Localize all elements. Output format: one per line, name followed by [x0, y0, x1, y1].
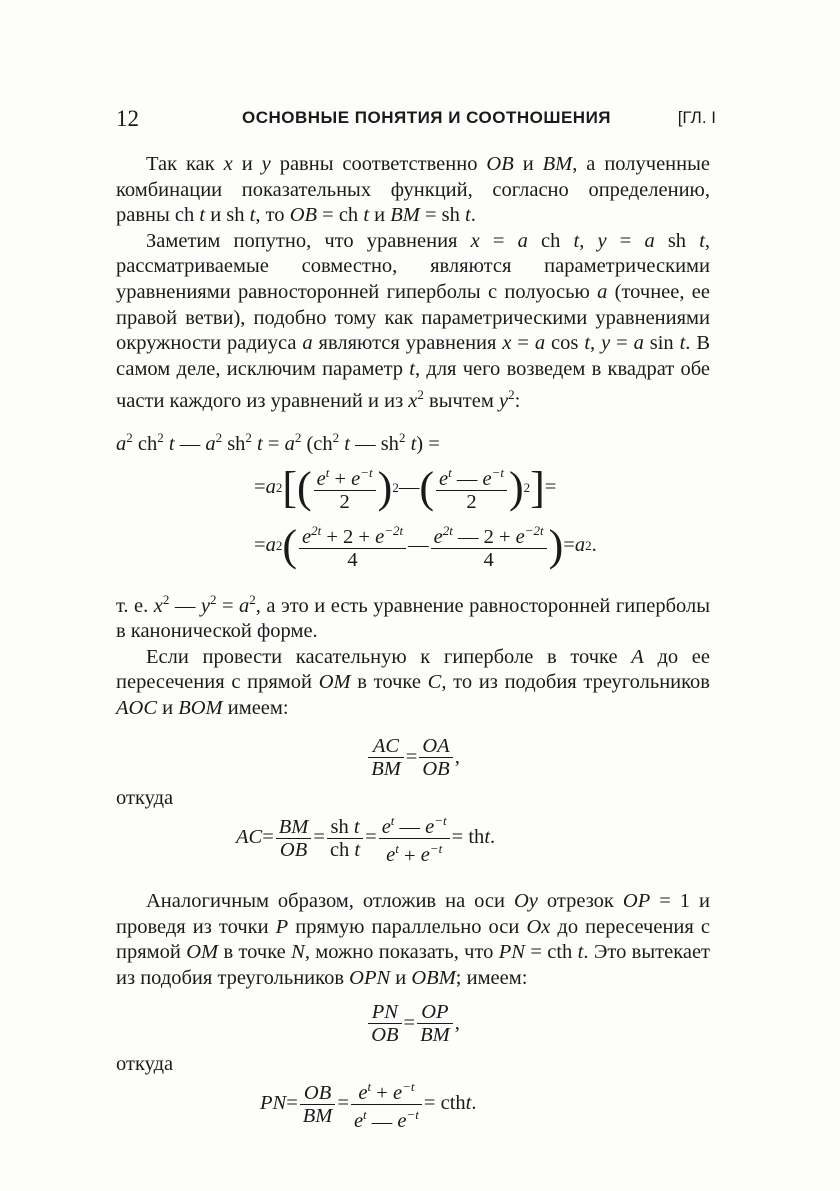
equation-4: $\frac{PN}{OB}$ = $\frac{OP}{BM}$ , — [116, 996, 710, 1052]
equation-1-line-3: = a 2 ( $\frac{e^{2t} + 2 + e^{-2t}}{4}$ — $\frac{e^{2t} — 2 + e^{-2t}}{4}$ ) = a 2 . — [254, 520, 597, 572]
paragraph-4: Если провести касательную к гиперболе в точке A до ее пересечения с прямой OM в точке C, то из подобия треугольников AOC и BOM имеем: — [116, 645, 710, 719]
equation-1-line-1: $a^2$ $ch^2$ t — $a^2$ $sh^2$ $t = a^2$ ($ch^2$ t — $sh^2$ t) = — [116, 429, 440, 455]
paragraph-2: Заметим попутно, что уравнения x = a ch t, y = a sh t, рассматриваемые совместно, являются параметрическими уравнениями равносторонней гиперболы с полуосью a (точнее, ее правой ветви), подобно тому как параметрическими уравнениями окружности радиуса a являются уравнения x = a cos t, y = a sin t. В самом деле, исключим параметр t, для чего возведем в квадрат обе части каждого из уравнений и из $x^2$ вычтем $y^2$: — [116, 229, 711, 413]
chapter-marker: [ГЛ. I — [677, 108, 716, 127]
paragraph-3: т. е. $x^2$ — $y^2 = a^2$, а это и есть уравнение равносторонней гиперболы в канонической форме. — [116, 591, 711, 643]
running-title: ОСНОВНЫЕ ПОНЯТИЯ И СООТНОШЕНИЯ — [242, 108, 612, 127]
page-header — [116, 106, 716, 136]
page-body — [116, 152, 710, 1131]
equation-5: PN = $\frac{OB}{BM}$ = $\frac{e^t + e^{-t}}{e^t — e^{-t}}$ = cth t . — [260, 1077, 710, 1131]
page-number: 12 — [116, 106, 139, 131]
equation-2: $\frac{AC}{BM}$ = $\frac{OA}{OB}$ , — [116, 730, 710, 786]
paragraph-5: Аналогичным образом, отложив на оси Oy отрезок OP = 1 и проведя из точки P прямую параллельно оси Ox до пересечения с прямой OM в точке N, можно показать, что PN = cth t. Это вытекает из подобия треугольников OPN и OBM; имеем: — [116, 890, 711, 989]
equation-1-line-2: = a 2 [ ( $\frac{e^t + e^{-t}}{2}$ ) 2 — ( $\frac{e^t — e^{-t}}{2}$ ) 2 ] = — [254, 462, 557, 514]
equation-3: AC = $\frac{BM}{OB}$ = $\frac{\text{sh t}}{\text{ch t}}$ = $\frac{e^t — e^{-t}}{e^t + e^{-t}}$ = th t . — [236, 811, 710, 865]
otkuda-2: откуда — [116, 1052, 174, 1075]
otkuda-1: откуда — [116, 786, 174, 809]
paragraph-1: Так как x и y равны соответственно OB и BM, а полученные комбинации показательных функций, согласно определению, равны ch t и sh t, то OB = ch t и BM = sh t. — [116, 153, 710, 227]
